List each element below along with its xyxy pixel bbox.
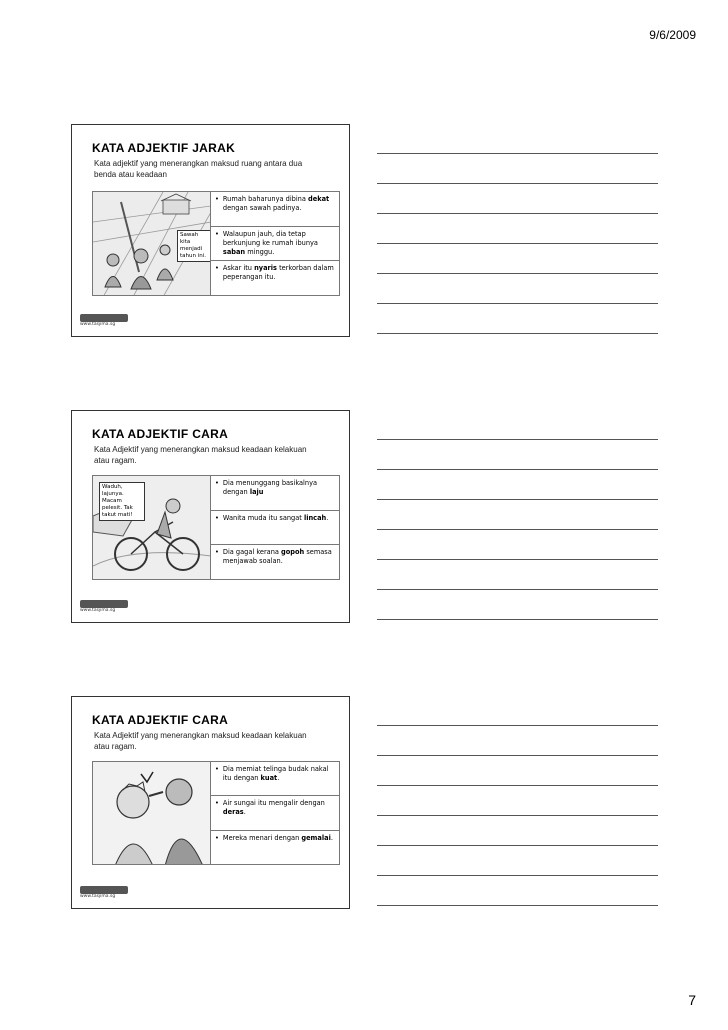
slide-content-table — [92, 191, 340, 296]
bullet-item: • Walaupun jauh, dia tetap berkunjung ke rumah ibunya saban minggu. — [211, 227, 339, 262]
slide-content-table — [92, 475, 340, 580]
bullet-item: • Askar itu nyaris terkorban dalam peperangan itu. — [215, 264, 334, 282]
cartoon-illustration — [93, 192, 211, 295]
cartoon-illustration — [93, 762, 211, 864]
note-line — [377, 439, 658, 440]
slide-title: KATA ADJEKTIF JARAK — [92, 141, 236, 155]
note-line — [377, 243, 658, 244]
speech-bubble: Waduh, lajunya. Macam pelesit. Tak takut mati! — [99, 482, 145, 521]
slide-1 — [71, 124, 350, 337]
speech-bubble: Sawah kita menjadi tahun ini. — [177, 230, 211, 262]
note-line — [377, 785, 658, 786]
logo-badge — [80, 600, 128, 608]
note-line — [377, 469, 658, 470]
publisher-logo — [80, 600, 130, 616]
note-line — [377, 559, 658, 560]
slide-title: KATA ADJEKTIF CARA — [92, 427, 229, 441]
bullet-list — [211, 762, 339, 864]
note-line — [377, 303, 658, 304]
note-line — [377, 845, 658, 846]
note-line — [377, 213, 658, 214]
bullet-list — [211, 192, 339, 295]
bullet-item: • Dia menunggang basikalnya dengan laju — [211, 476, 339, 511]
logo-badge — [80, 314, 128, 322]
bullet-item: • Dia gagal kerana gopoh semasa menjawab soalan. — [215, 548, 332, 566]
note-line — [377, 273, 658, 274]
logo-url: www.tasjima.sg — [80, 322, 116, 327]
bullet-list — [211, 476, 339, 579]
note-line — [377, 725, 658, 726]
note-line — [377, 153, 658, 154]
note-line — [377, 529, 658, 530]
logo-url: www.tasjima.sg — [80, 608, 116, 613]
slide-content-table — [92, 761, 340, 865]
slide-3 — [71, 696, 350, 909]
bullet-item: • Wanita muda itu sangat lincah. — [211, 511, 339, 546]
logo-badge — [80, 886, 128, 894]
bullet-item: • Air sungai itu mengalir dengan deras. — [211, 796, 339, 830]
bullet-item: • Rumah baharunya dibina dekat dengan sawah padinya. — [211, 192, 339, 227]
publisher-logo — [80, 886, 130, 902]
note-line — [377, 183, 658, 184]
note-line — [377, 905, 658, 906]
bullet-item: • Dia memiat telinga budak nakal itu dengan kuat. — [211, 762, 339, 796]
note-line — [377, 333, 658, 334]
slide-2 — [71, 410, 350, 623]
logo-url: www.tasjima.sg — [80, 894, 116, 899]
note-line — [377, 589, 658, 590]
note-line — [377, 875, 658, 876]
page-number: 7 — [688, 992, 696, 1008]
bullet-item: • Mereka menari dengan gemalai. — [215, 833, 333, 842]
publisher-logo — [80, 314, 130, 330]
print-date: 9/6/2009 — [649, 28, 696, 42]
note-line — [377, 619, 658, 620]
slide-description: Kata Adjektif yang menerangkan maksud keadaan kelakuan atau ragam. — [94, 731, 307, 751]
note-line — [377, 755, 658, 756]
note-line — [377, 815, 658, 816]
slide-title: KATA ADJEKTIF CARA — [92, 713, 229, 727]
slide-description: Kata adjektif yang menerangkan maksud ruang antara dua benda atau keadaan — [94, 159, 303, 179]
cartoon-illustration — [93, 476, 211, 579]
slide-description: Kata Adjektif yang menerangkan maksud keadaan kelakuan atau ragam. — [94, 445, 307, 465]
note-line — [377, 499, 658, 500]
